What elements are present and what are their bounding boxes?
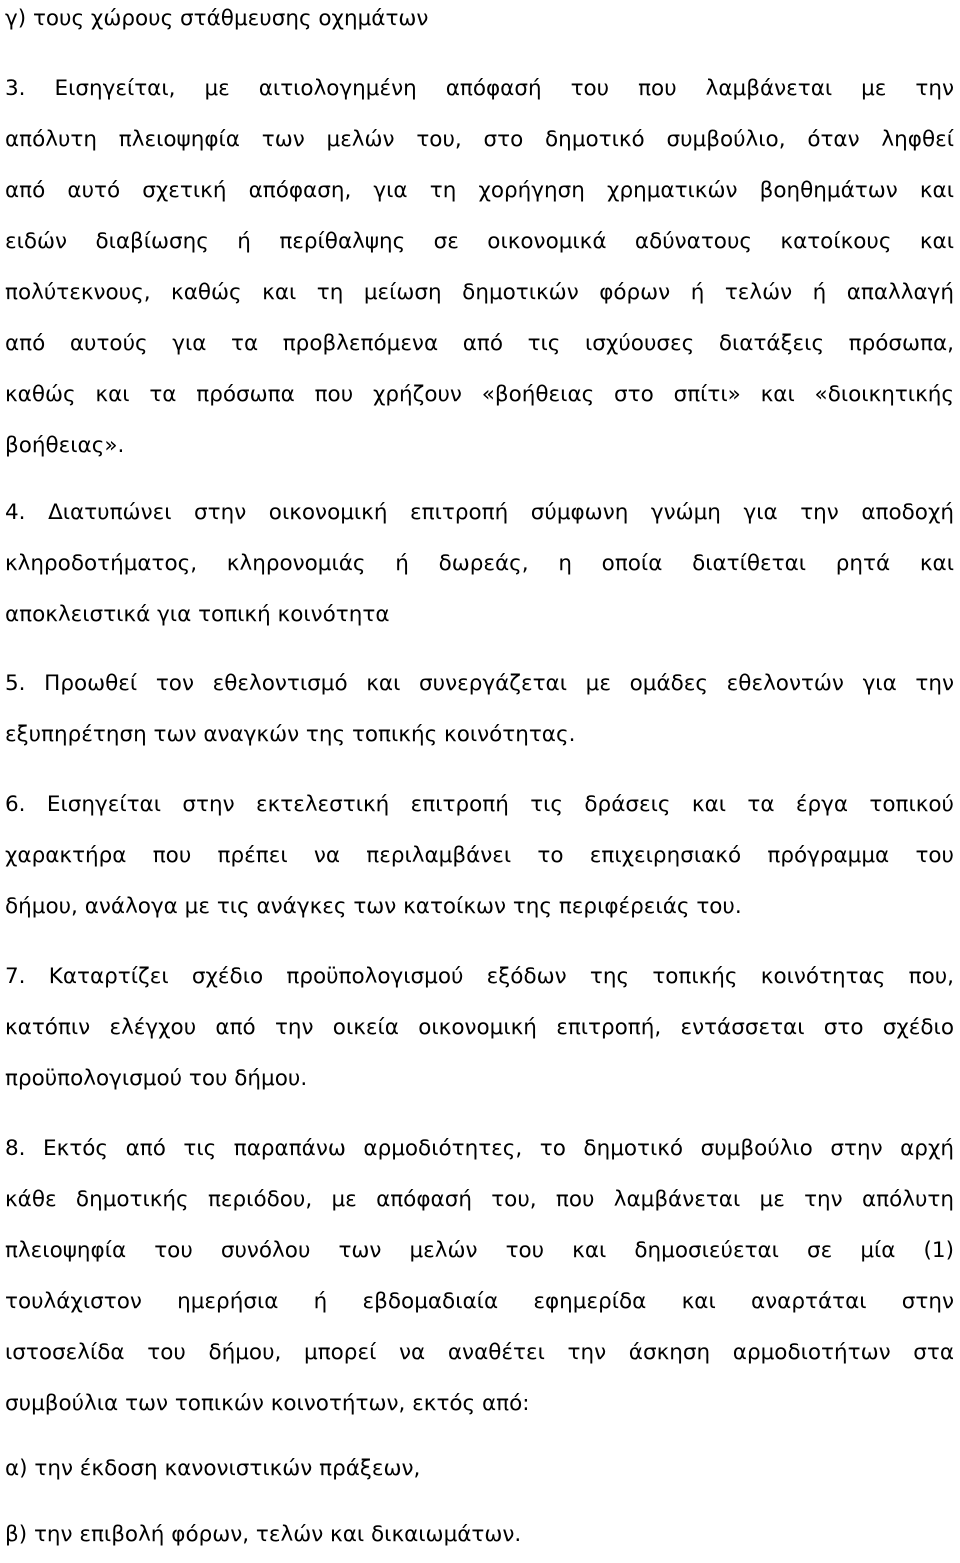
text-line-p7-1: 7. Καταρτίζει σχέδιο προϋπολογισμού εξόδων της τοπικής κοινότητας που, xyxy=(5,964,954,989)
text-line-p3-6: από αυτούς για τα προβλεπόμενα από τις ισχύουσες διατάξεις πρόσωπα, xyxy=(5,331,954,356)
text-line-p4-3: αποκλειστικά για τοπική κοινότητα xyxy=(5,602,390,627)
text-line-p3-1: 3. Εισηγείται, με αιτιολογημένη απόφασή του που λαμβάνεται με την xyxy=(5,76,954,101)
text-line-p3-2: απόλυτη πλειοψηφία των μελών του, στο δημοτικό συμβούλιο, όταν ληφθεί xyxy=(5,127,954,152)
text-line-list-a: α) την έκδοση κανονιστικών πράξεων, xyxy=(5,1456,421,1481)
text-line-p3-8: βοήθειας». xyxy=(5,433,125,458)
text-line-item-g: γ) τους χώρους στάθμευσης οχημάτων xyxy=(5,6,429,31)
text-line-p7-2: κατόπιν ελέγχου από την οικεία οικονομική επιτροπή, εντάσσεται στο σχέδιο xyxy=(5,1015,954,1040)
text-line-p3-7: καθώς και τα πρόσωπα που χρήζουν «βοήθειας στο σπίτι» και «διοικητικής xyxy=(5,382,954,407)
text-line-p8-1: 8. Εκτός από τις παραπάνω αρμοδιότητες, το δημοτικό συμβούλιο στην αρχή xyxy=(5,1136,954,1161)
text-line-p3-4: ειδών διαβίωσης ή περίθαλψης σε οικονομικά αδύνατους κατοίκους και xyxy=(5,229,954,254)
text-line-p3-5: πολύτεκνους, καθώς και τη μείωση δημοτικών φόρων ή τελών ή απαλλαγή xyxy=(5,280,954,305)
text-line-p8-5: ιστοσελίδα του δήμου, μπορεί να αναθέτει την άσκηση αρμοδιοτήτων στα xyxy=(5,1340,954,1365)
text-line-p6-2: χαρακτήρα που πρέπει να περιλαμβάνει το επιχειρησιακό πρόγραμμα του xyxy=(5,843,954,868)
text-line-p8-4: τουλάχιστον ημερήσια ή εβδομαδιαία εφημερίδα και αναρτάται στην xyxy=(5,1289,954,1314)
text-line-p5-2: εξυπηρέτηση των αναγκών της τοπικής κοινότητας. xyxy=(5,722,576,747)
text-line-p7-3: προϋπολογισμού του δήμου. xyxy=(5,1066,308,1091)
text-line-p8-6: συμβούλια των τοπικών κοινοτήτων, εκτός από: xyxy=(5,1391,530,1416)
text-line-p5-1: 5. Προωθεί τον εθελοντισμό και συνεργάζεται με ομάδες εθελοντών για την xyxy=(5,671,954,696)
text-line-p8-3: πλειοψηφία του συνόλου των μελών του και δημοσιεύεται σε μία (1) xyxy=(5,1238,954,1263)
text-line-p8-2: κάθε δημοτικής περιόδου, με απόφασή του, που λαμβάνεται με την απόλυτη xyxy=(5,1187,954,1212)
text-line-p6-3: δήμου, ανάλογα με τις ανάγκες των κατοίκων της περιφέρειάς του. xyxy=(5,894,742,919)
text-line-p4-1: 4. Διατυπώνει στην οικονομική επιτροπή σύμφωνη γνώμη για την αποδοχή xyxy=(5,500,954,525)
text-line-p6-1: 6. Εισηγείται στην εκτελεστική επιτροπή τις δράσεις και τα έργα τοπικού xyxy=(5,792,954,817)
text-line-list-b: β) την επιβολή φόρων, τελών και δικαιωμάτων. xyxy=(5,1522,522,1547)
text-line-p4-2: κληροδοτήματος, κληρονομιάς ή δωρεάς, η οποία διατίθεται ρητά και xyxy=(5,551,954,576)
text-line-p3-3: από αυτό σχετική απόφαση, για τη χορήγηση χρηματικών βοηθημάτων και xyxy=(5,178,954,203)
